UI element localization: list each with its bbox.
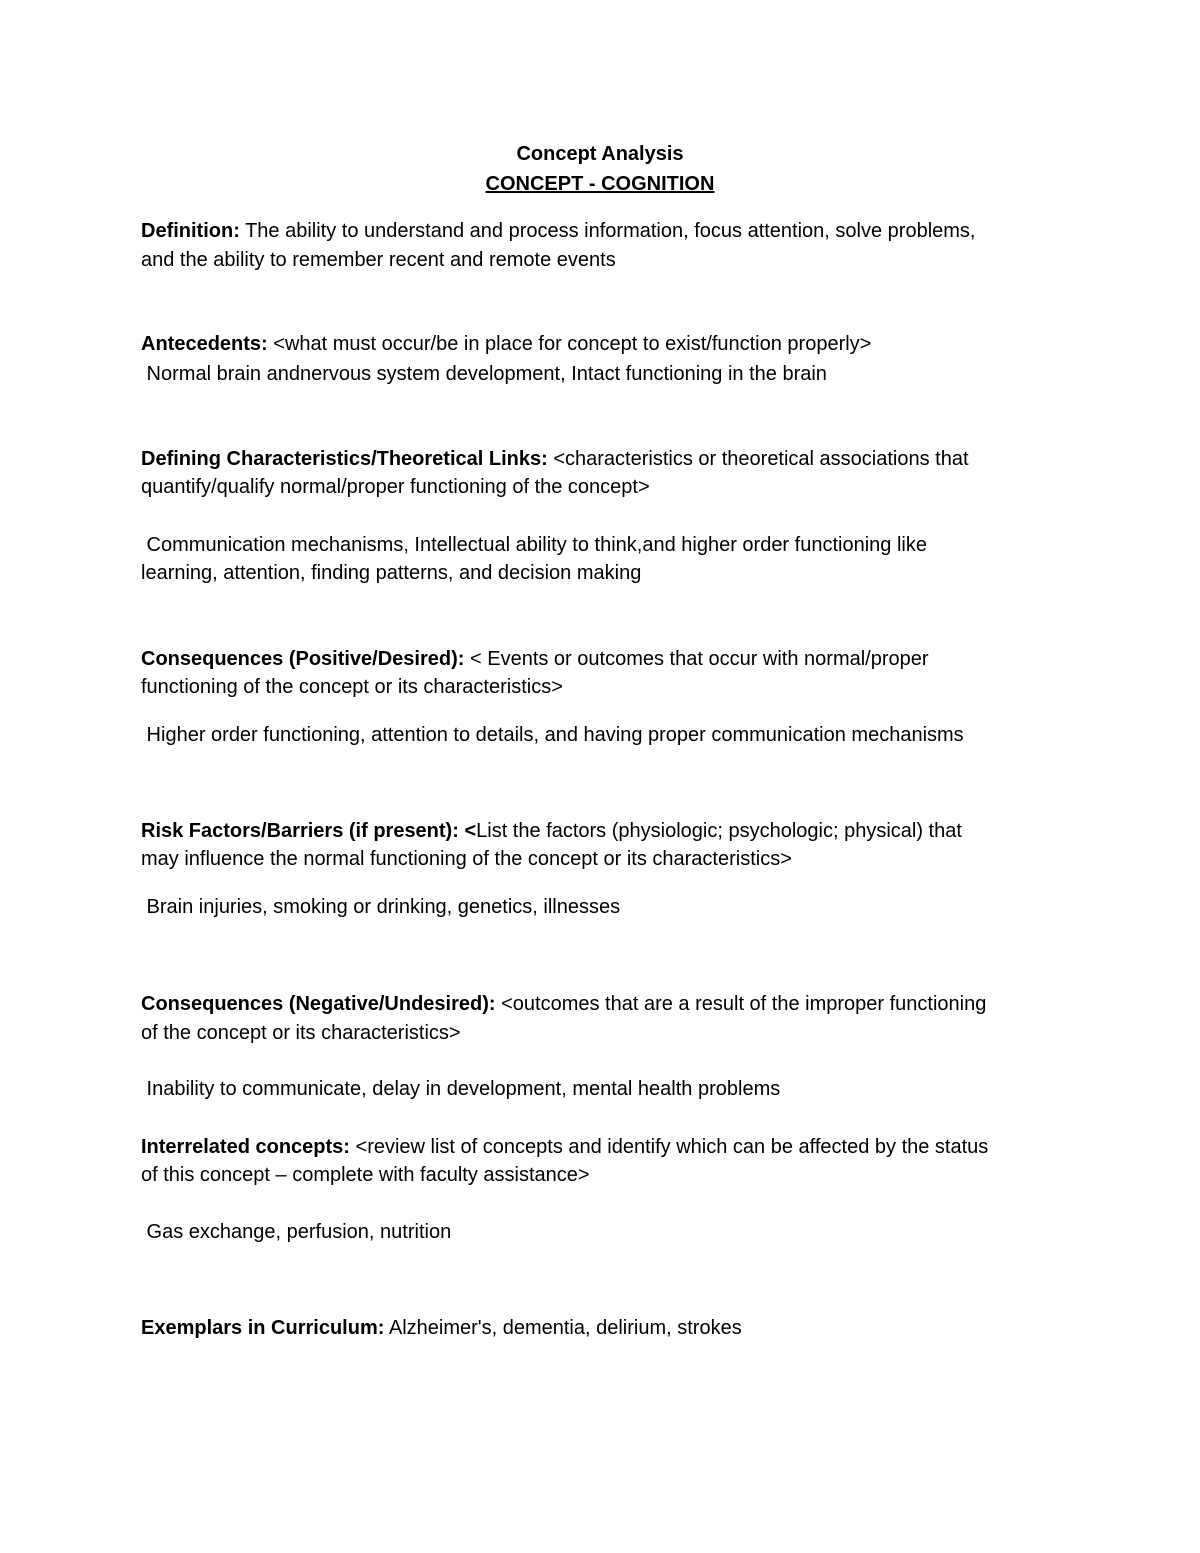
consequences-negative-prompt-2: of the concept or its characteristics> [141, 1022, 461, 1044]
interrelated-line-1 [141, 1133, 988, 1161]
defining-characteristics-answer-2: learning, attention, finding patterns, and decision making [141, 562, 642, 584]
defining-characteristics-prompt-1: <characteristics or theoretical associations that [547, 448, 969, 470]
definition-text-1: The ability to understand and process information, focus attention, solve problems, [239, 220, 976, 242]
risk-factors-prompt-2: may influence the normal functioning of the concept or its characteristics> [141, 848, 792, 870]
consequences-negative-label: Consequences (Negative/Undesired): [141, 993, 496, 1015]
antecedents-label: Antecedents: [141, 333, 268, 355]
consequences-positive-line-1 [141, 645, 929, 673]
interrelated-prompt-1: <review list of concepts and identify which can be affected by the status [349, 1136, 989, 1158]
consequences-negative-answer: Inability to communicate, delay in development, mental health problems [141, 1078, 781, 1100]
risk-factors-label: Risk Factors/Barriers (if present): < [141, 820, 477, 842]
definition-line-1 [141, 217, 975, 245]
defining-characteristics-prompt-2: quantify/qualify normal/proper functioning of the concept> [141, 476, 650, 498]
antecedents-prompt: <what must occur/be in place for concept to exist/function properly> [267, 333, 872, 355]
interrelated-prompt-2: of this concept – complete with faculty assistance> [141, 1164, 590, 1186]
exemplars-value: Alzheimer's, dementia, delirium, strokes [384, 1317, 742, 1339]
definition-line-2: and the ability to remember recent and remote events [141, 249, 616, 271]
antecedents-answer: Normal brain andnervous system development, Intact functioning in the brain [141, 363, 827, 385]
consequences-positive-prompt-2: functioning of the concept or its characteristics> [141, 676, 563, 698]
exemplars-line [141, 1314, 742, 1342]
interrelated-answer: Gas exchange, perfusion, nutrition [141, 1221, 452, 1243]
defining-characteristics-answer-1: Communication mechanisms, Intellectual ability to think,and higher order functioning like [141, 534, 927, 556]
interrelated-label: Interrelated concepts: [141, 1136, 350, 1158]
risk-factors-answer: Brain injuries, smoking or drinking, genetics, illnesses [141, 896, 621, 918]
risk-factors-line-1 [141, 817, 962, 845]
consequences-positive-label: Consequences (Positive/Desired): [141, 648, 465, 670]
defining-characteristics-label: Defining Characteristics/Theoretical Links: [141, 448, 548, 470]
definition-label: Definition: [141, 220, 240, 242]
consequences-negative-prompt-1: <outcomes that are a result of the improper functioning [495, 993, 987, 1015]
document-title: Concept Analysis [516, 143, 684, 165]
antecedents-line [141, 330, 871, 358]
consequences-positive-answer: Higher order functioning, attention to details, and having proper communication mechanisms [141, 724, 964, 746]
document-subtitle: CONCEPT - COGNITION [485, 173, 715, 195]
consequences-positive-prompt-1: < Events or outcomes that occur with normal/proper [464, 648, 929, 670]
defining-characteristics-line-1 [141, 445, 969, 473]
exemplars-label: Exemplars in Curriculum: [141, 1317, 385, 1339]
consequences-negative-line-1 [141, 990, 986, 1018]
risk-factors-prompt-1: List the factors (physiologic; psychologic; physical) that [476, 820, 962, 842]
